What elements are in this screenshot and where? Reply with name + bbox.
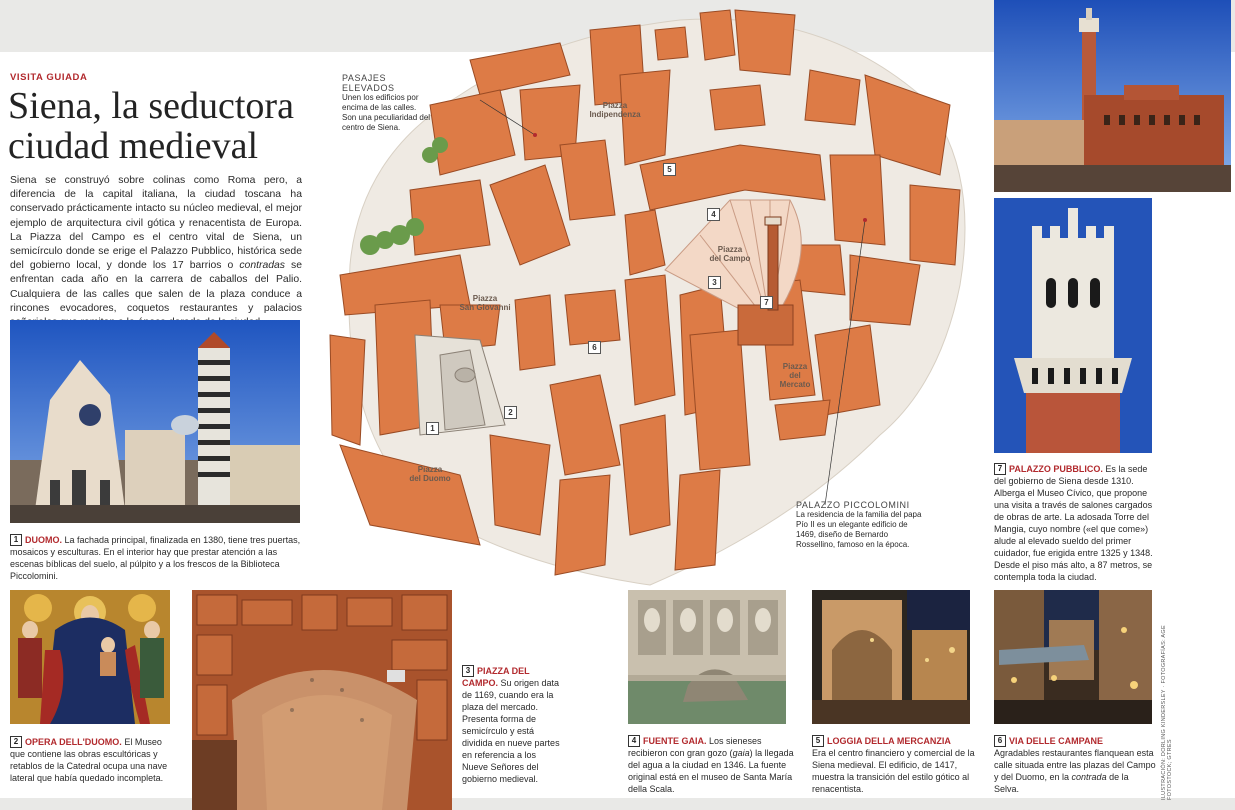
intro-text: [10, 174, 302, 330]
page-title: [8, 86, 328, 166]
caption-text: El Museo que contiene las obras escultóricas y retablos de la Catedral ocupa una nave lateral que había quedado incompleta.: [10, 737, 168, 783]
title-line-2: ciudad medieval: [8, 125, 259, 167]
caption-number: 3: [462, 665, 474, 677]
caption-text: Era el centro financiero y comercial de la Siena medieval. El edificio, de 1417, muestra la transición del estilo gótico al renacentista.: [812, 748, 975, 794]
caption-number: 2: [10, 736, 22, 748]
caption-title: LOGGIA DELLA MERCANZIA: [827, 736, 951, 746]
caption-number: 4: [628, 735, 640, 747]
caption-number: 1: [10, 534, 22, 546]
map-label-san-giovanni: [453, 294, 517, 312]
section-kicker: VISITA GUIADA: [10, 72, 88, 83]
caption-italic: contrada: [1071, 772, 1107, 782]
caption-gaia: [628, 735, 794, 795]
caption-title: FUENTE GAIA.: [643, 736, 707, 746]
opera-painting: [10, 590, 170, 724]
loggia-photo: [812, 590, 970, 724]
caption-campane: [994, 735, 1156, 795]
annotation-heading-2: ELEVADOS: [342, 83, 395, 93]
caption-campo-heading: [462, 665, 560, 677]
campo-aerial-photo: [192, 590, 452, 810]
label-text: Piazza del Campo: [709, 245, 751, 263]
torre-mangia-photo: [994, 198, 1152, 453]
caption-italic: gaia: [732, 748, 750, 758]
map-marker-2[interactable]: 2: [504, 406, 517, 419]
label-text: Piazza Indipendenza: [589, 101, 641, 119]
label-text: Piazza San Giovanni: [459, 294, 511, 312]
caption-number: 6: [994, 735, 1006, 747]
intro-part-1: Siena se construyó sobre colinas como Roma pero, a diferencia de la capital italiana, la ciudad toscana ha conservado prácticamente intacto su núcleo medieval, el mejor ejemplo de arquitectura civil gótica y renacentista de Europa. La Piazza del Campo es el centro vital de Siena, un semicírculo donde se erige el Palazzo Pubblico, histórica sede del gobierno local, y donde los 17 barrios o: [10, 175, 302, 272]
caption-title: DUOMO.: [25, 535, 62, 545]
caption-title: PALAZZO PUBBLICO.: [1009, 464, 1103, 474]
label-text: Piazza del Mercato: [779, 362, 811, 389]
caption-campo: [462, 665, 560, 785]
map-marker-1[interactable]: 1: [426, 422, 439, 435]
bottom-band: [0, 798, 1235, 810]
caption-text-1: Agradables restaurantes flanquean esta calle situada entre las plazas del Campo y del Duomo, en la: [994, 748, 1156, 782]
caption-text-2: ) la llegada del agua a la ciudad en 1346. La fuente original está en el museo de Santa María della Scala.: [628, 748, 794, 794]
caption-number: 7: [994, 463, 1006, 475]
annotation-heading: PALAZZO PICCOLOMINI: [796, 500, 910, 510]
caption-number: 5: [812, 735, 824, 747]
caption-opera: [10, 736, 170, 784]
photo-credit: ILUSTRACIÓN: DORLING KINDERSLEY · FOTOGRAFÍAS: AGE FOTOSTOCK; GTRES: [1161, 625, 1173, 800]
title-line-1: Siena, la seductora: [8, 85, 294, 127]
map-marker-3[interactable]: 3: [708, 276, 721, 289]
caption-title: VIA DELLE CAMPANE: [1009, 736, 1104, 746]
map-label-duomo: [400, 465, 460, 483]
label-text: Piazza del Duomo: [409, 465, 451, 483]
annotation-text: La residencia de la familia del papa Pío II es un elegante edificio de 1469, diseño de Bernardo Rossellino, famoso en la época.: [796, 510, 922, 549]
caption-text: La fachada principal, finalizada en 1380, tiene tres puertas, mosaicos y esculturas. En el interior hay que prestar atención a las escenas bíblicas del suelo, al púlpito y a los frescos de la Biblioteca Piccolomini.: [10, 535, 301, 581]
map-label-indipendenza: [585, 101, 645, 119]
caption-duomo: [10, 534, 302, 582]
caption-text: Su origen data de 1169, cuando era la plaza del mercado. Presenta forma de semicírculo y está dividida en nueve partes en referencia a los Nueve Señores del gobierno medieval.: [462, 678, 560, 784]
caption-loggia: [812, 735, 982, 795]
map-marker-6[interactable]: 6: [588, 341, 601, 354]
map-marker-7[interactable]: 7: [760, 296, 773, 309]
palazzo-pubblico-photo: [994, 0, 1231, 192]
caption-title: OPERA DELL'DUOMO.: [25, 737, 122, 747]
fuente-gaia-photo: [628, 590, 786, 724]
caption-text-1: Los sieneses recibieron con gran gozo (: [628, 736, 762, 758]
caption-text: Es la sede del gobierno de Siena desde 1310. Alberga el Museo Cívico, que propone una visita a través de salones cargados de obras de arte. La adosada Torre del Mangia, cuyo nombre («el que come») alude al elevado sueldo del primer cuidador, fue erigida entre 1325 y 1348. Desde el piso más alto, a 87 metros, se contempla toda la ciudad.: [994, 464, 1153, 582]
caption-campane-heading: [994, 735, 1156, 747]
via-campane-photo: [994, 590, 1152, 724]
caption-title-line1: PIAZZA DEL: [477, 666, 530, 676]
caption-title-line2: CAMPO.: [462, 678, 498, 688]
map-marker-4[interactable]: 4: [707, 208, 720, 221]
caption-loggia-heading: [812, 735, 982, 747]
map-label-mercato: [770, 362, 820, 389]
intro-part-2: se enfrentan cada año en la carrera de caballos del Palio. Cualquiera de las calles que salen de la plaza conduce a rincones evocadores, coquetos restaurantes y palacios: [10, 260, 302, 314]
map-marker-5[interactable]: 5: [663, 163, 676, 176]
caption-text-2: de la Selva.: [994, 772, 1129, 794]
intro-italic: contradas: [239, 260, 285, 272]
annotation-heading-1: PASAJES: [342, 73, 387, 83]
annotation-text: Unen los edificios por encima de las calles. Son una peculiaridad del centro de Siena.: [342, 93, 431, 132]
annotation-piccolomini: [796, 500, 926, 550]
map-label-campo: [700, 245, 760, 263]
caption-pubblico: [994, 463, 1154, 583]
duomo-photo: [10, 320, 300, 523]
annotation-pasajes: [342, 73, 432, 133]
